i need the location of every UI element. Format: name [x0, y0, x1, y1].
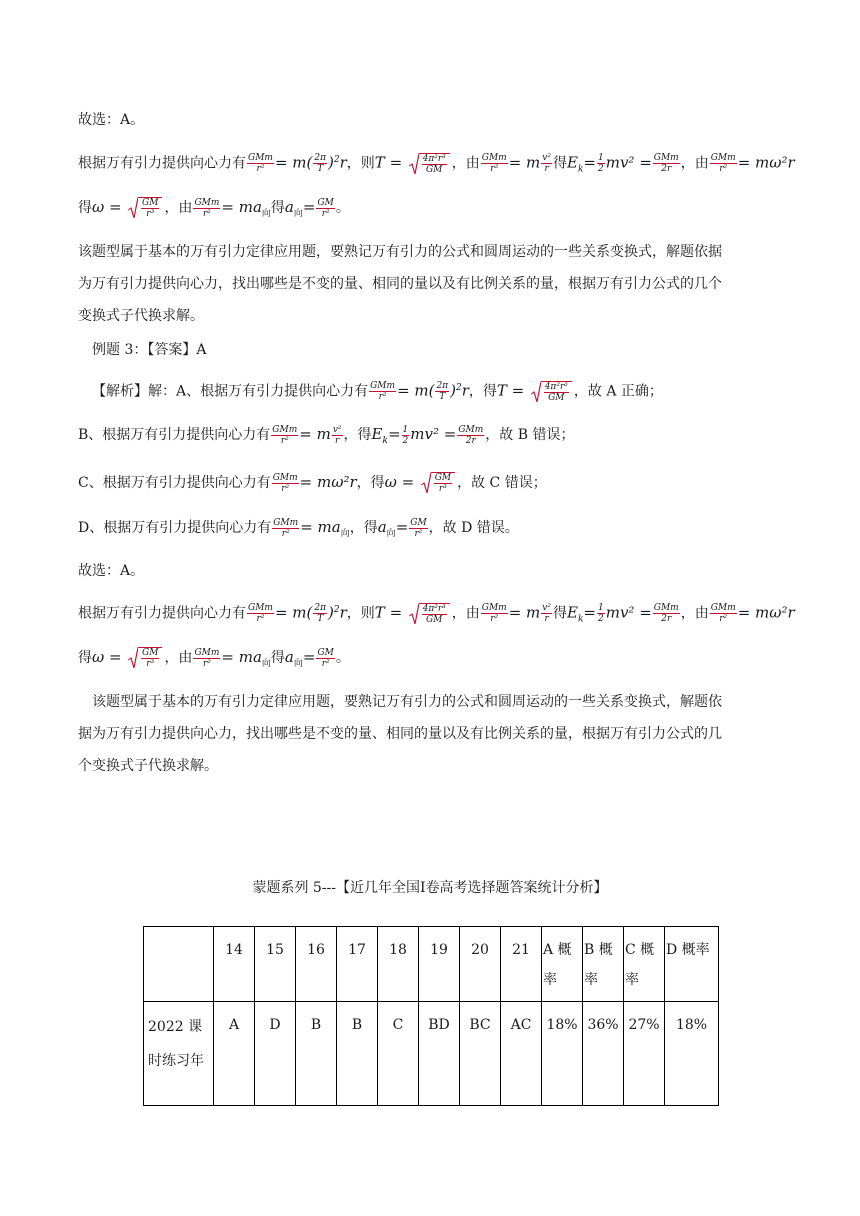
- fraction: $\frac{\text{GMm}}{\text{r²}}$: [248, 153, 273, 175]
- formula-line: 根据万有引力提供向心力有 $\frac{\text{GMm}}{\text{r²}}$ = m( $\frac{2\pi}{T}$ )$^2$r，则T = $\frac{\text{4π²r³}}{GM}$ ，由 $\frac{\text{GMm}}{\text{r²}}$ = m $\frac{\text{v²}}{r}$ 得$E_k=$ $\frac{1}{2}$ mv² = $\frac{\text{GMm}}{2r}$ ，由 $\frac{\text{GMm}}{\text{r²}}$ = mω²r: [78, 153, 795, 175]
- header-cell: 21: [501, 927, 542, 1002]
- formula-line: 得ω = $\frac{GM}{\text{r³}}$ ，由 $\frac{\text{GMm}}{\text{r²}}$ = $ma_向$得$a_向=$ $\frac{GM}{\text{r²}}$ 。: [78, 647, 350, 669]
- radical: $\frac{\text{4π²r³}}{GM}$: [409, 153, 450, 175]
- formula-line: 根据万有引力提供向心力有 $\frac{\text{GMm}}{\text{r²}}$ = m( $\frac{2\pi}{T}$ )$^2$r，则T = $\frac{\text{4π²r³}}{GM}$ ，由 $\frac{\text{GMm}}{\text{r²}}$ = m $\frac{\text{v²}}{r}$ 得$E_k=$ $\frac{1}{2}$ mv² = $\frac{\text{GMm}}{2r}$ ，由 $\frac{\text{GMm}}{\text{r²}}$ = mω²r: [78, 603, 795, 625]
- header-cell: 19: [419, 927, 460, 1002]
- table-row: [144, 1002, 719, 1106]
- table-cell: 18%: [542, 1002, 583, 1106]
- header-cell: B 概率: [583, 927, 624, 1002]
- header-cell: 16: [296, 927, 337, 1002]
- answer-line: 故选：A。: [78, 112, 145, 128]
- paragraph-line: 据为万有引力提供向心力，找出哪些是不变的量、相同的量以及有比例关系的量，根据万有引力公式的几: [78, 726, 722, 742]
- paragraph-line: 个变换式子代换求解。: [78, 758, 218, 774]
- header-cell: 15: [255, 927, 296, 1002]
- header-cell: 20: [460, 927, 501, 1002]
- table-cell: A: [214, 1002, 255, 1106]
- analysis-c: C、根据万有引力提供向心力有 $\frac{\text{GMm}}{\text{r²}}$ = mω²r，得ω = $\frac{GM}{\text{r³}}$ ，故 C 错误；: [78, 472, 547, 494]
- table-cell: 27%: [624, 1002, 665, 1106]
- table-caption: 蒙题系列 5---【近几年全国Ⅰ卷高考选择题答案统计分析】: [252, 880, 608, 896]
- table-cell: B: [296, 1002, 337, 1106]
- table-cell: BC: [460, 1002, 501, 1106]
- header-cell: A 概率: [542, 927, 583, 1002]
- table-header-row: [144, 927, 719, 1002]
- fraction: $\frac{2\pi}{T}$: [314, 153, 327, 175]
- table-cell: C: [378, 1002, 419, 1106]
- header-cell: 17: [337, 927, 378, 1002]
- table-cell: D: [255, 1002, 296, 1106]
- header-cell: 14: [214, 927, 255, 1002]
- example-title: 例题 3：【答案】A: [92, 342, 207, 358]
- text: 根据万有引力提供向心力有: [78, 155, 246, 172]
- paragraph-line: 为万有引力提供向心力，找出哪些是不变的量、相同的量以及有比例关系的量，根据万有引力公式的几个: [78, 276, 722, 292]
- table-cell: AC: [501, 1002, 542, 1106]
- header-cell: [144, 927, 214, 1002]
- answer-line: 故选：A。: [78, 563, 145, 579]
- answer-stats-table: [143, 926, 719, 1106]
- header-cell: 18: [378, 927, 419, 1002]
- analysis-b: B、根据万有引力提供向心力有 $\frac{\text{GMm}}{\text{r²}}$ = m $\frac{\text{v²}}{r}$ ，得$E_k=$ $\frac{1}{2}$ mv² = $\frac{\text{GMm}}{2r}$ ，故 B 错误；: [78, 424, 575, 446]
- row-label: 2022 课时练习年: [144, 1002, 214, 1106]
- header-cell: C 概率: [624, 927, 665, 1002]
- table-cell: 36%: [583, 1002, 624, 1106]
- paragraph-line: 该题型属于基本的万有引力定律应用题，要熟记万有引力的公式和圆周运动的一些关系变换式，解题依据: [78, 244, 722, 260]
- header-cell: D 概率: [665, 927, 719, 1002]
- paragraph-line: 该题型属于基本的万有引力定律应用题，要熟记万有引力的公式和圆周运动的一些关系变换式，解题依: [92, 694, 722, 710]
- analysis-d: D、根据万有引力提供向心力有 $\frac{\text{GMm}}{\text{r²}}$ = $ma_向$，得$a_向=$ $\frac{GM}{\text{r²}}$ ，故 D 错误。: [78, 517, 519, 539]
- table-cell: B: [337, 1002, 378, 1106]
- formula-line: 得ω = $\frac{GM}{\text{r³}}$ ，由 $\frac{\text{GMm}}{\text{r²}}$ = $ma_向$得$a_向=$ $\frac{GM}{\text{r²}}$ 。: [78, 197, 350, 219]
- table-cell: BD: [419, 1002, 460, 1106]
- analysis-a: 【解析】解：A、根据万有引力提供向心力有 $\frac{\text{GMm}}{\text{r²}}$ = m( $\frac{2\pi}{T}$ )$^2$r，得T = $\frac{\text{4π²r³}}{GM}$ ，故 A 正确；: [92, 381, 663, 403]
- paragraph-line: 变换式子代换求解。: [78, 308, 204, 324]
- table-cell: 18%: [665, 1002, 719, 1106]
- radical: $\frac{GM}{\text{r³}}$: [128, 197, 162, 219]
